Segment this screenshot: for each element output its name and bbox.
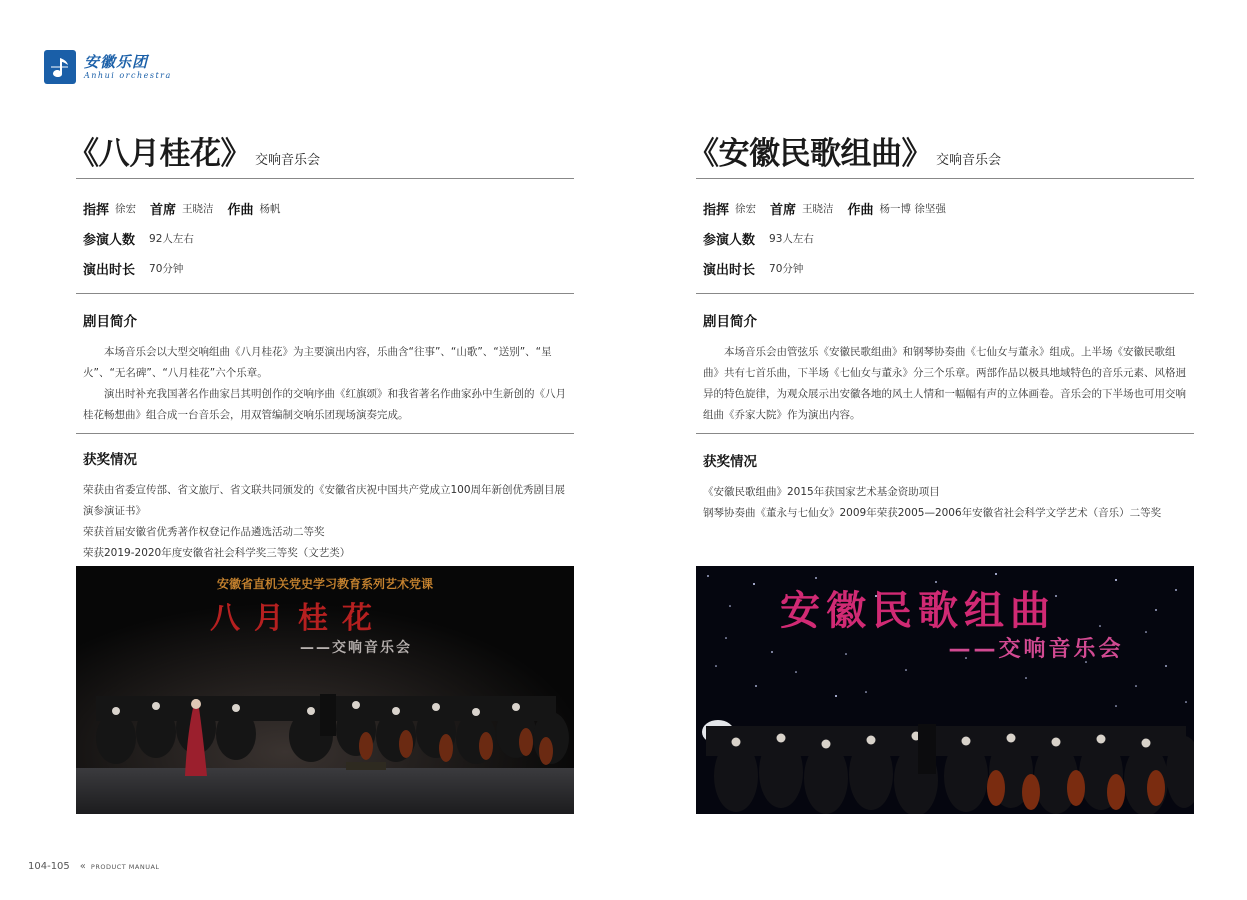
program-subtitle: 交响音乐会 bbox=[255, 153, 321, 168]
program-title: 《八月桂花》 bbox=[68, 136, 251, 172]
duration-value: 70分钟 bbox=[149, 262, 184, 275]
credits-row bbox=[703, 193, 1194, 223]
performers-row bbox=[703, 223, 1194, 253]
logo-name-en: Anhui orchestra bbox=[84, 70, 172, 80]
concertmaster-value: 王晓洁 bbox=[182, 202, 214, 215]
photo-banner-top: 安徽省直机关党史学习教育系列艺术党课 bbox=[216, 577, 434, 591]
award-item: 《安徽民歌组曲》2015年获国家艺术基金资助项目 bbox=[703, 486, 940, 498]
program-title: 《安徽民歌组曲》 bbox=[688, 136, 932, 172]
right-program bbox=[688, 128, 1194, 524]
music-note-icon bbox=[44, 50, 76, 84]
intro-paragraph: 演出时补充我国著名作曲家吕其明创作的交响序曲《红旗颂》和我省著名作曲家孙中生新创的《八月桂花畅想曲》组合成一台音乐会，用双管编制交响乐团现场演奏完成。 bbox=[83, 388, 566, 421]
intro-paragraph: 本场音乐会以大型交响组曲《八月桂花》为主要演出内容，乐曲含“往事”、“山歌”、“送别”、“星火”、“无名碑”、“八月桂花”六个乐章。 bbox=[83, 346, 552, 379]
photo-banner-sub: ——交响音乐会 bbox=[948, 637, 1124, 662]
logo bbox=[44, 50, 172, 84]
divider bbox=[696, 293, 1194, 294]
divider bbox=[76, 293, 574, 294]
performers-value: 92人左右 bbox=[149, 232, 194, 245]
duration-label: 演出时长 bbox=[703, 262, 756, 278]
intro-text bbox=[696, 342, 1194, 426]
duration-row bbox=[83, 253, 574, 283]
duration-row bbox=[703, 253, 1194, 283]
duration-value: 70分钟 bbox=[769, 262, 804, 275]
composer-label: 作曲 bbox=[847, 202, 874, 218]
performers-value: 93人左右 bbox=[769, 232, 814, 245]
concertmaster-label: 首席 bbox=[770, 202, 797, 218]
conductor-value: 徐宏 bbox=[735, 202, 757, 215]
double-chevron-left-icon: « bbox=[79, 861, 86, 872]
program-meta bbox=[696, 179, 1194, 283]
program-meta bbox=[76, 179, 574, 283]
award-item: 荣获由省委宣传部、省文旅厅、省文联共同颁发的《安徽省庆祝中国共产党成立100周年新创优秀剧目展演参演证书》 bbox=[83, 484, 566, 517]
left-program bbox=[68, 128, 574, 564]
photo-banner-sub: ——交响音乐会 bbox=[300, 640, 412, 656]
concert-photo-left bbox=[76, 566, 574, 814]
composer-label: 作曲 bbox=[227, 202, 254, 218]
program-subtitle: 交响音乐会 bbox=[936, 153, 1002, 168]
page-numbers: 104-105 bbox=[28, 861, 70, 872]
award-item: 荣获2019-2020年度安徽省社会科学奖三等奖（文艺类） bbox=[83, 547, 351, 559]
concert-photo-right bbox=[696, 566, 1194, 814]
composer-value: 杨一博 徐坚强 bbox=[879, 202, 946, 215]
performers-label: 参演人数 bbox=[83, 232, 136, 248]
intro-paragraph: 本场音乐会由管弦乐《安徽民歌组曲》和钢琴协奏曲《七仙女与董永》组成。上半场《安徽民歌组曲》共有七首乐曲，下半场《七仙女与董永》分三个乐章。两部作品以极具地域特色的音乐元素、风格迥异的特色旋律，为观众展示出安徽各地的风土人情和一幅幅有声的立体画卷。音乐会的下半场也可用交响组曲《乔家大院》作为演出内容。 bbox=[703, 346, 1186, 421]
duration-label: 演出时长 bbox=[83, 262, 136, 278]
photo-banner-title: 安徽民歌组曲 bbox=[780, 587, 1056, 634]
divider bbox=[696, 433, 1194, 434]
awards-list bbox=[76, 480, 574, 564]
conductor-label: 指挥 bbox=[703, 202, 730, 218]
photo-banner-title: 八月桂花 bbox=[210, 601, 386, 636]
awards-heading: 获奖情况 bbox=[703, 454, 757, 470]
divider bbox=[76, 433, 574, 434]
page-footer bbox=[28, 861, 160, 872]
manual-label: PRODUCT MANUAL bbox=[90, 862, 160, 871]
intro-heading: 剧目简介 bbox=[703, 314, 757, 330]
conductor-value: 徐宏 bbox=[115, 202, 137, 215]
performers-row bbox=[83, 223, 574, 253]
credits-row bbox=[83, 193, 574, 223]
intro-heading: 剧目简介 bbox=[83, 314, 137, 330]
awards-heading: 获奖情况 bbox=[83, 452, 137, 468]
concertmaster-label: 首席 bbox=[150, 202, 177, 218]
award-item: 钢琴协奏曲《董永与七仙女》2009年荣获2005—2006年安徽省社会科学文学艺术（音乐）二等奖 bbox=[703, 507, 1162, 519]
performers-label: 参演人数 bbox=[703, 232, 756, 248]
award-item: 荣获首届安徽省优秀著作权登记作品遴选活动二等奖 bbox=[83, 526, 325, 538]
concertmaster-value: 王晓洁 bbox=[802, 202, 834, 215]
intro-text bbox=[76, 342, 574, 426]
awards-list bbox=[696, 482, 1194, 524]
conductor-label: 指挥 bbox=[83, 202, 110, 218]
logo-name-cn: 安徽乐团 bbox=[84, 52, 149, 71]
composer-value: 杨帆 bbox=[259, 202, 281, 215]
